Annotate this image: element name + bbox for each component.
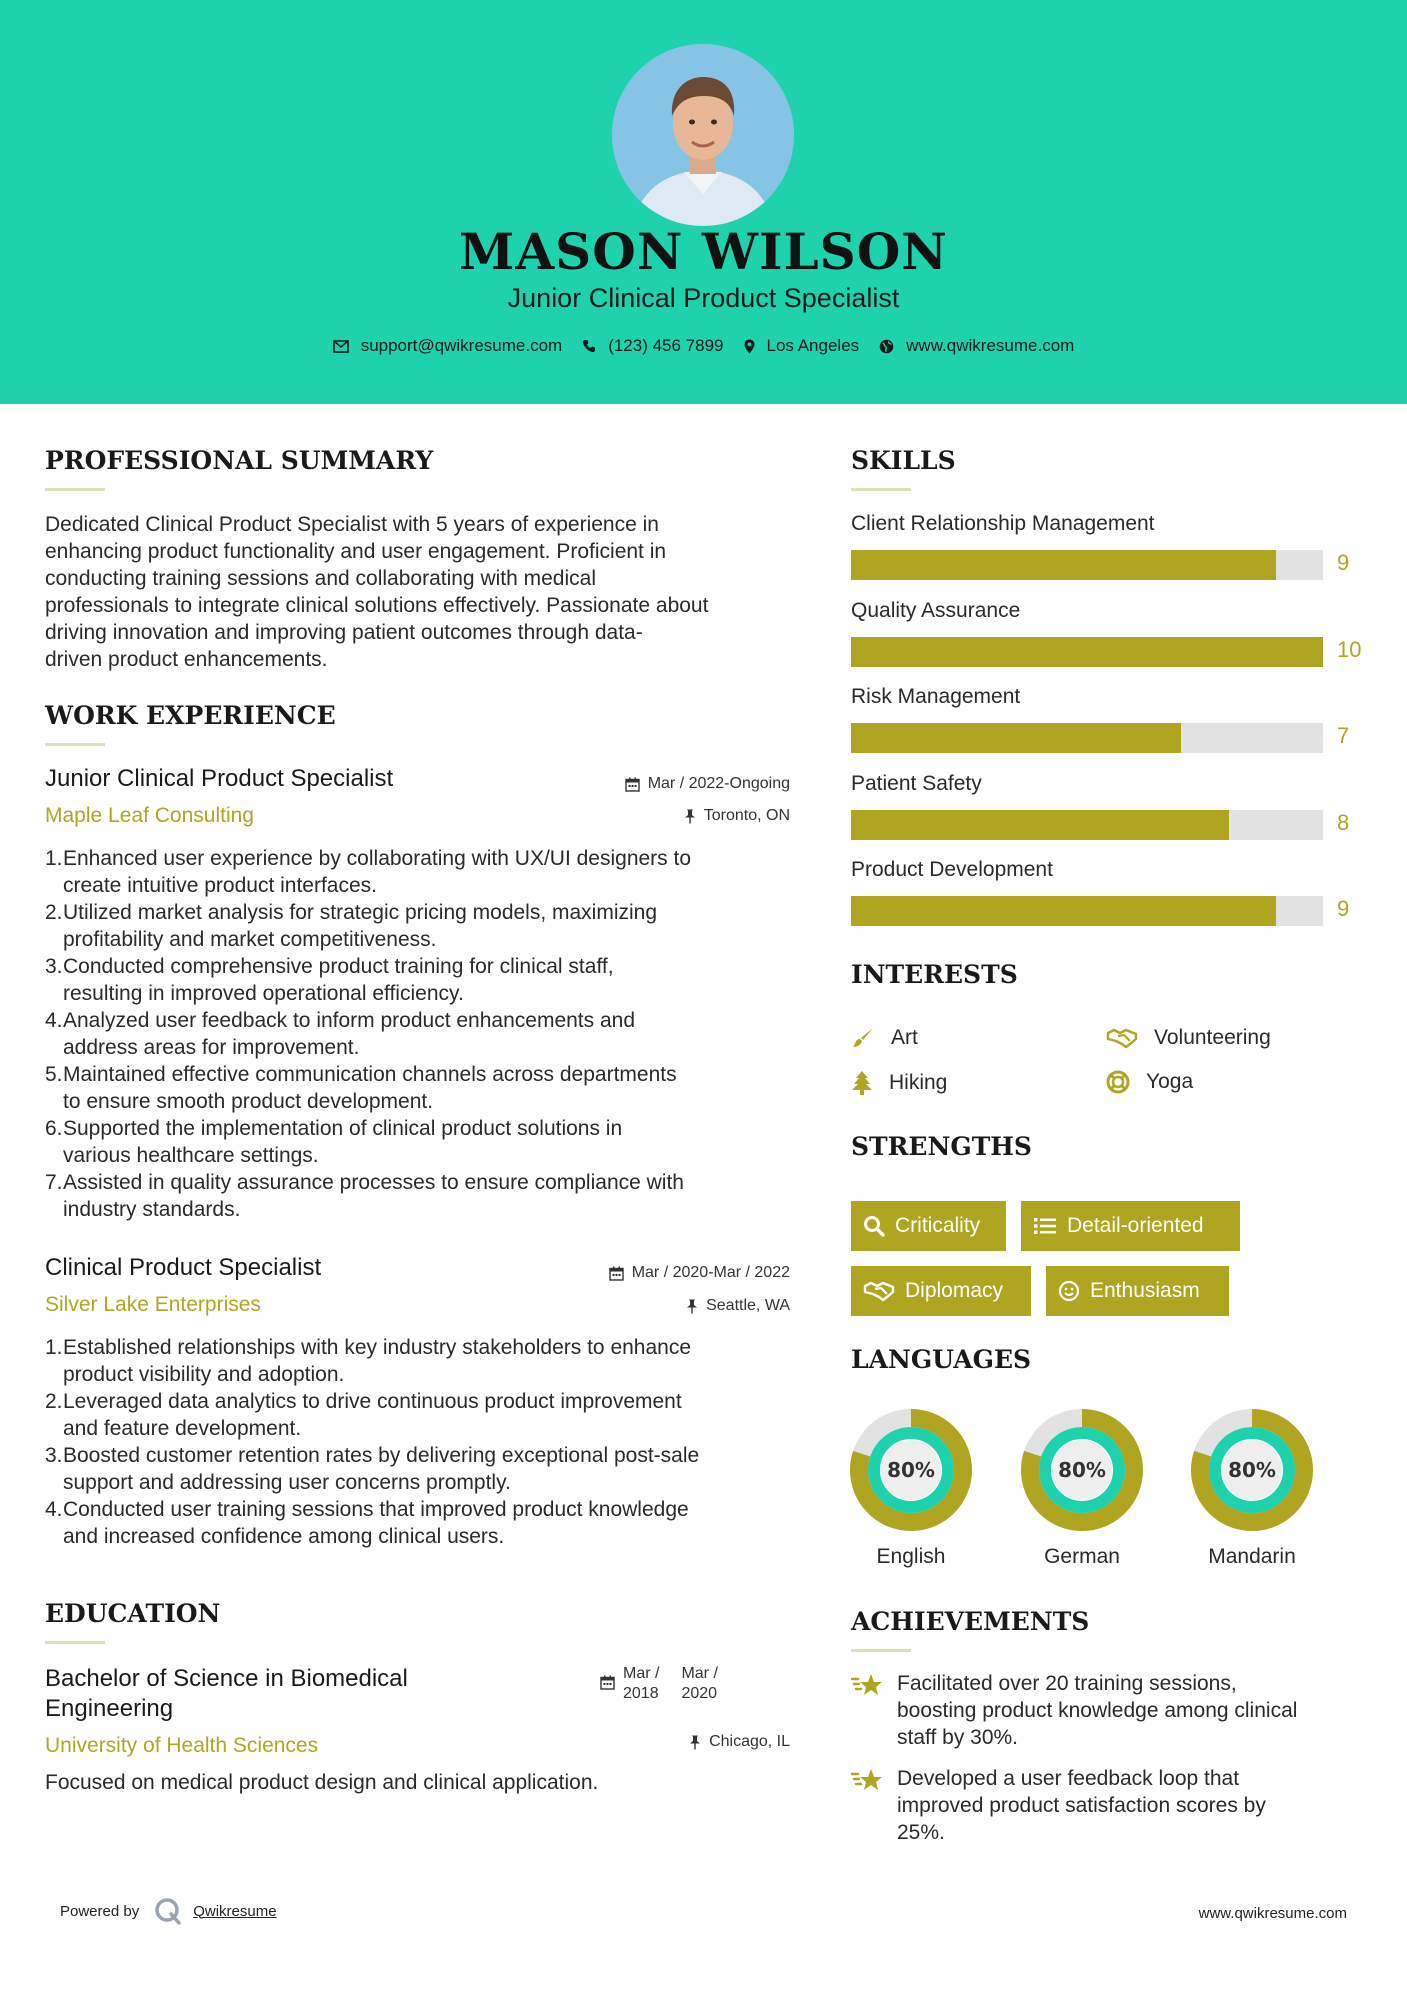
job-bullets <box>45 1334 795 1550</box>
footer-powered-by <box>60 1896 277 1926</box>
interest-item <box>851 1026 918 1050</box>
skill-bar <box>851 896 1323 926</box>
skill-bar <box>851 550 1323 580</box>
contact-email[interactable] <box>333 336 563 356</box>
strength-badge <box>1021 1201 1240 1251</box>
list-item: 5. Maintained effective communication channels across departments to ensure smooth product development. <box>45 1063 677 1113</box>
section-divider <box>851 488 911 491</box>
summary-heading: PROFESSIONAL SUMMARY <box>45 446 434 475</box>
phone-icon <box>582 339 596 353</box>
education-dates <box>600 1664 760 1704</box>
powered-by-label: Powered by <box>60 1902 140 1920</box>
list-item: 7. Assisted in quality assurance processes to ensure compliance with industry standards. <box>45 1171 684 1221</box>
interest-item <box>1106 1026 1271 1050</box>
job-location <box>520 1297 790 1315</box>
skill-bar-fill <box>851 637 1323 667</box>
start-date: Mar / 2018 <box>623 1665 660 1702</box>
strength-badge <box>851 1201 1006 1251</box>
job-company: Maple Leaf Consulting <box>45 804 254 827</box>
skill-value: 7 <box>1337 723 1350 748</box>
skill-bar <box>851 723 1323 753</box>
language-percent: 80% <box>1058 1458 1106 1482</box>
job-location <box>520 807 790 825</box>
list-item: 1. Established relationships with key industry stakeholders to enhance product visibility and adoption. <box>45 1336 692 1386</box>
interests-heading: INTERESTS <box>851 960 1018 989</box>
language-ring <box>1021 1409 1143 1531</box>
degree-line: Bachelor of Science in Biomedical <box>45 1665 408 1692</box>
pushpin-icon <box>689 1735 701 1750</box>
envelope-icon <box>333 340 349 353</box>
summary-line: professionals to integrate clinical solutions effectively. Passionate about <box>45 594 709 617</box>
map-pin-icon <box>744 339 755 354</box>
job-dates <box>520 1264 790 1282</box>
calendar-icon <box>609 1266 624 1281</box>
skill-bar-fill <box>851 810 1229 840</box>
summary-line: enhancing product functionality and user engagement. Proficient in <box>45 540 667 563</box>
strength-label: Criticality <box>895 1214 981 1237</box>
skill-label: Patient Safety <box>851 771 982 795</box>
list-item: 4. Conducted user training sessions that improved product knowledge and increased confidence among clinical users. <box>45 1498 689 1548</box>
school-name: University of Health Sciences <box>45 1734 319 1757</box>
strength-label: Detail-oriented <box>1067 1214 1204 1237</box>
list-item: 3. Boosted customer retention rates by delivering exceptional post-sale support and addressing user concerns promptly. <box>45 1444 700 1494</box>
interest-item <box>851 1070 947 1096</box>
location-text: Toronto, ON <box>703 807 790 824</box>
language-name: Mandarin <box>1208 1545 1296 1568</box>
contact-location <box>744 336 860 356</box>
location-text: Seattle, WA <box>706 1297 790 1314</box>
languages-heading: LANGUAGES <box>851 1345 1032 1374</box>
interest-label: Volunteering <box>1154 1026 1271 1049</box>
job-dates <box>520 775 790 793</box>
profile-photo <box>612 44 794 226</box>
dates-text: Mar / 2022-Ongoing <box>647 775 790 792</box>
achievement-text: Developed a user feedback loop that improved product satisfaction scores by 25%. <box>897 1767 1266 1844</box>
candidate-name: MASON WILSON <box>459 222 948 281</box>
skill-label: Product Development <box>851 858 1053 881</box>
paintbrush-icon <box>851 1026 875 1050</box>
skill-bar-fill <box>851 550 1276 580</box>
search-icon <box>863 1215 885 1237</box>
summary-line: driven product enhancements. <box>45 648 328 671</box>
skill-label: Client Relationship Management <box>851 512 1155 535</box>
email-text: support@qwikresume.com <box>360 336 563 355</box>
summary-line: driving innovation and improving patient outcomes through data- <box>45 621 643 644</box>
calendar-icon <box>625 777 640 792</box>
skills-heading: SKILLS <box>851 446 956 475</box>
globe-icon <box>879 339 894 354</box>
list-item: 3. Conducted comprehensive product training for clinical staff, resulting in improved operational efficiency. <box>45 955 614 1005</box>
skill-value: 9 <box>1337 896 1350 921</box>
smile-icon <box>1058 1280 1080 1302</box>
strength-label: Enthusiasm <box>1090 1279 1200 1302</box>
education-heading: EDUCATION <box>45 1599 221 1628</box>
summary-line: conducting training sessions and collaborating with medical <box>45 567 596 590</box>
portrait-image <box>612 44 794 226</box>
tree-icon <box>851 1070 873 1096</box>
pushpin-icon <box>686 1299 698 1314</box>
end-date: Mar / 2020 <box>681 1665 718 1702</box>
skill-label: Risk Management <box>851 685 1021 708</box>
footer-website-link[interactable]: www.qwikresume.com <box>1198 1905 1347 1922</box>
resume-header <box>0 0 1407 404</box>
job-title: Junior Clinical Product Specialist <box>45 765 394 792</box>
award-star-icon <box>851 1765 885 1795</box>
achievement-text: Facilitated over 20 training sessions, boosting product knowledge among clinical staff by 30%. <box>897 1672 1298 1749</box>
dates-text: Mar / 2020-Mar / 2022 <box>631 1264 790 1281</box>
language-percent: 80% <box>887 1458 935 1482</box>
qwikresume-logo-icon <box>153 1896 183 1926</box>
skill-value: 9 <box>1337 550 1350 575</box>
summary-line: Dedicated Clinical Product Specialist with 5 years of experience in <box>45 513 659 536</box>
education-location <box>520 1733 790 1751</box>
list-item: 1. Enhanced user experience by collaborating with UX/UI designers to create intuitive product interfaces. <box>45 847 692 897</box>
achievements-heading: ACHIEVEMENTS <box>851 1607 1090 1636</box>
section-divider <box>45 488 105 491</box>
candidate-title: Junior Clinical Product Specialist <box>507 283 900 313</box>
section-divider <box>45 1641 105 1644</box>
list-item: 2. Leveraged data analytics to drive continuous product improvement and feature development. <box>45 1390 682 1440</box>
skill-bar <box>851 637 1323 667</box>
list-item: 6. Supported the implementation of clinical product solutions in various healthcare settings. <box>45 1117 623 1167</box>
strengths-heading: STRENGTHS <box>851 1132 1032 1161</box>
handshake-icon <box>863 1280 895 1302</box>
location-text: Chicago, IL <box>709 1733 790 1750</box>
interest-item <box>1106 1070 1193 1094</box>
degree-title <box>45 1664 408 1724</box>
strength-badge <box>1046 1266 1229 1316</box>
experience-heading: WORK EXPERIENCE <box>45 701 336 730</box>
contact-website[interactable] <box>879 336 1074 356</box>
interest-label: Yoga <box>1146 1070 1194 1093</box>
section-divider <box>45 743 105 746</box>
skill-bar-fill <box>851 896 1276 926</box>
summary-text <box>45 511 708 673</box>
language-percent: 80% <box>1228 1458 1276 1482</box>
list-item: 4. Analyzed user feedback to inform product enhancements and address areas for improvement. <box>45 1009 636 1059</box>
skill-value: 8 <box>1337 809 1350 835</box>
pushpin-icon <box>684 809 696 824</box>
degree-line: Engineering <box>45 1695 174 1722</box>
education-description: Focused on medical product design and clinical application. <box>45 1771 599 1794</box>
language-name: English <box>876 1545 946 1568</box>
location-text: Los Angeles <box>766 336 860 355</box>
contact-phone[interactable] <box>582 336 723 356</box>
calendar-icon <box>600 1675 615 1690</box>
website-text: www.qwikresume.com <box>906 336 1075 355</box>
skill-label: Quality Assurance <box>851 598 1021 622</box>
strength-badge <box>851 1266 1031 1316</box>
list-item: 2. Utilized market analysis for strategic pricing models, maximizing profitability and market competitiveness. <box>45 901 658 951</box>
job-title: Clinical Product Specialist <box>45 1254 322 1281</box>
interest-label: Hiking <box>889 1071 948 1094</box>
interest-label: Art <box>891 1026 918 1049</box>
strength-label: Diplomacy <box>905 1279 1004 1302</box>
lifering-icon <box>1106 1070 1130 1094</box>
job-company: Silver Lake Enterprises <box>45 1293 261 1316</box>
language-ring <box>850 1409 972 1531</box>
section-divider <box>851 1649 911 1652</box>
handshake-icon <box>1106 1027 1138 1049</box>
phone-text: (123) 456 7899 <box>608 336 724 355</box>
achievement-item <box>851 1670 1297 1751</box>
skill-value: 10 <box>1337 636 1362 662</box>
achievement-item <box>851 1765 1266 1846</box>
award-star-icon <box>851 1670 885 1700</box>
skill-bar-fill <box>851 723 1181 753</box>
contact-bar <box>0 336 1407 356</box>
language-name: German <box>1044 1545 1120 1568</box>
job-bullets <box>45 845 785 1223</box>
skill-bar <box>851 810 1323 840</box>
language-ring <box>1191 1409 1313 1531</box>
list-icon <box>1033 1216 1057 1236</box>
brand-link[interactable]: Qwikresume <box>193 1902 277 1920</box>
